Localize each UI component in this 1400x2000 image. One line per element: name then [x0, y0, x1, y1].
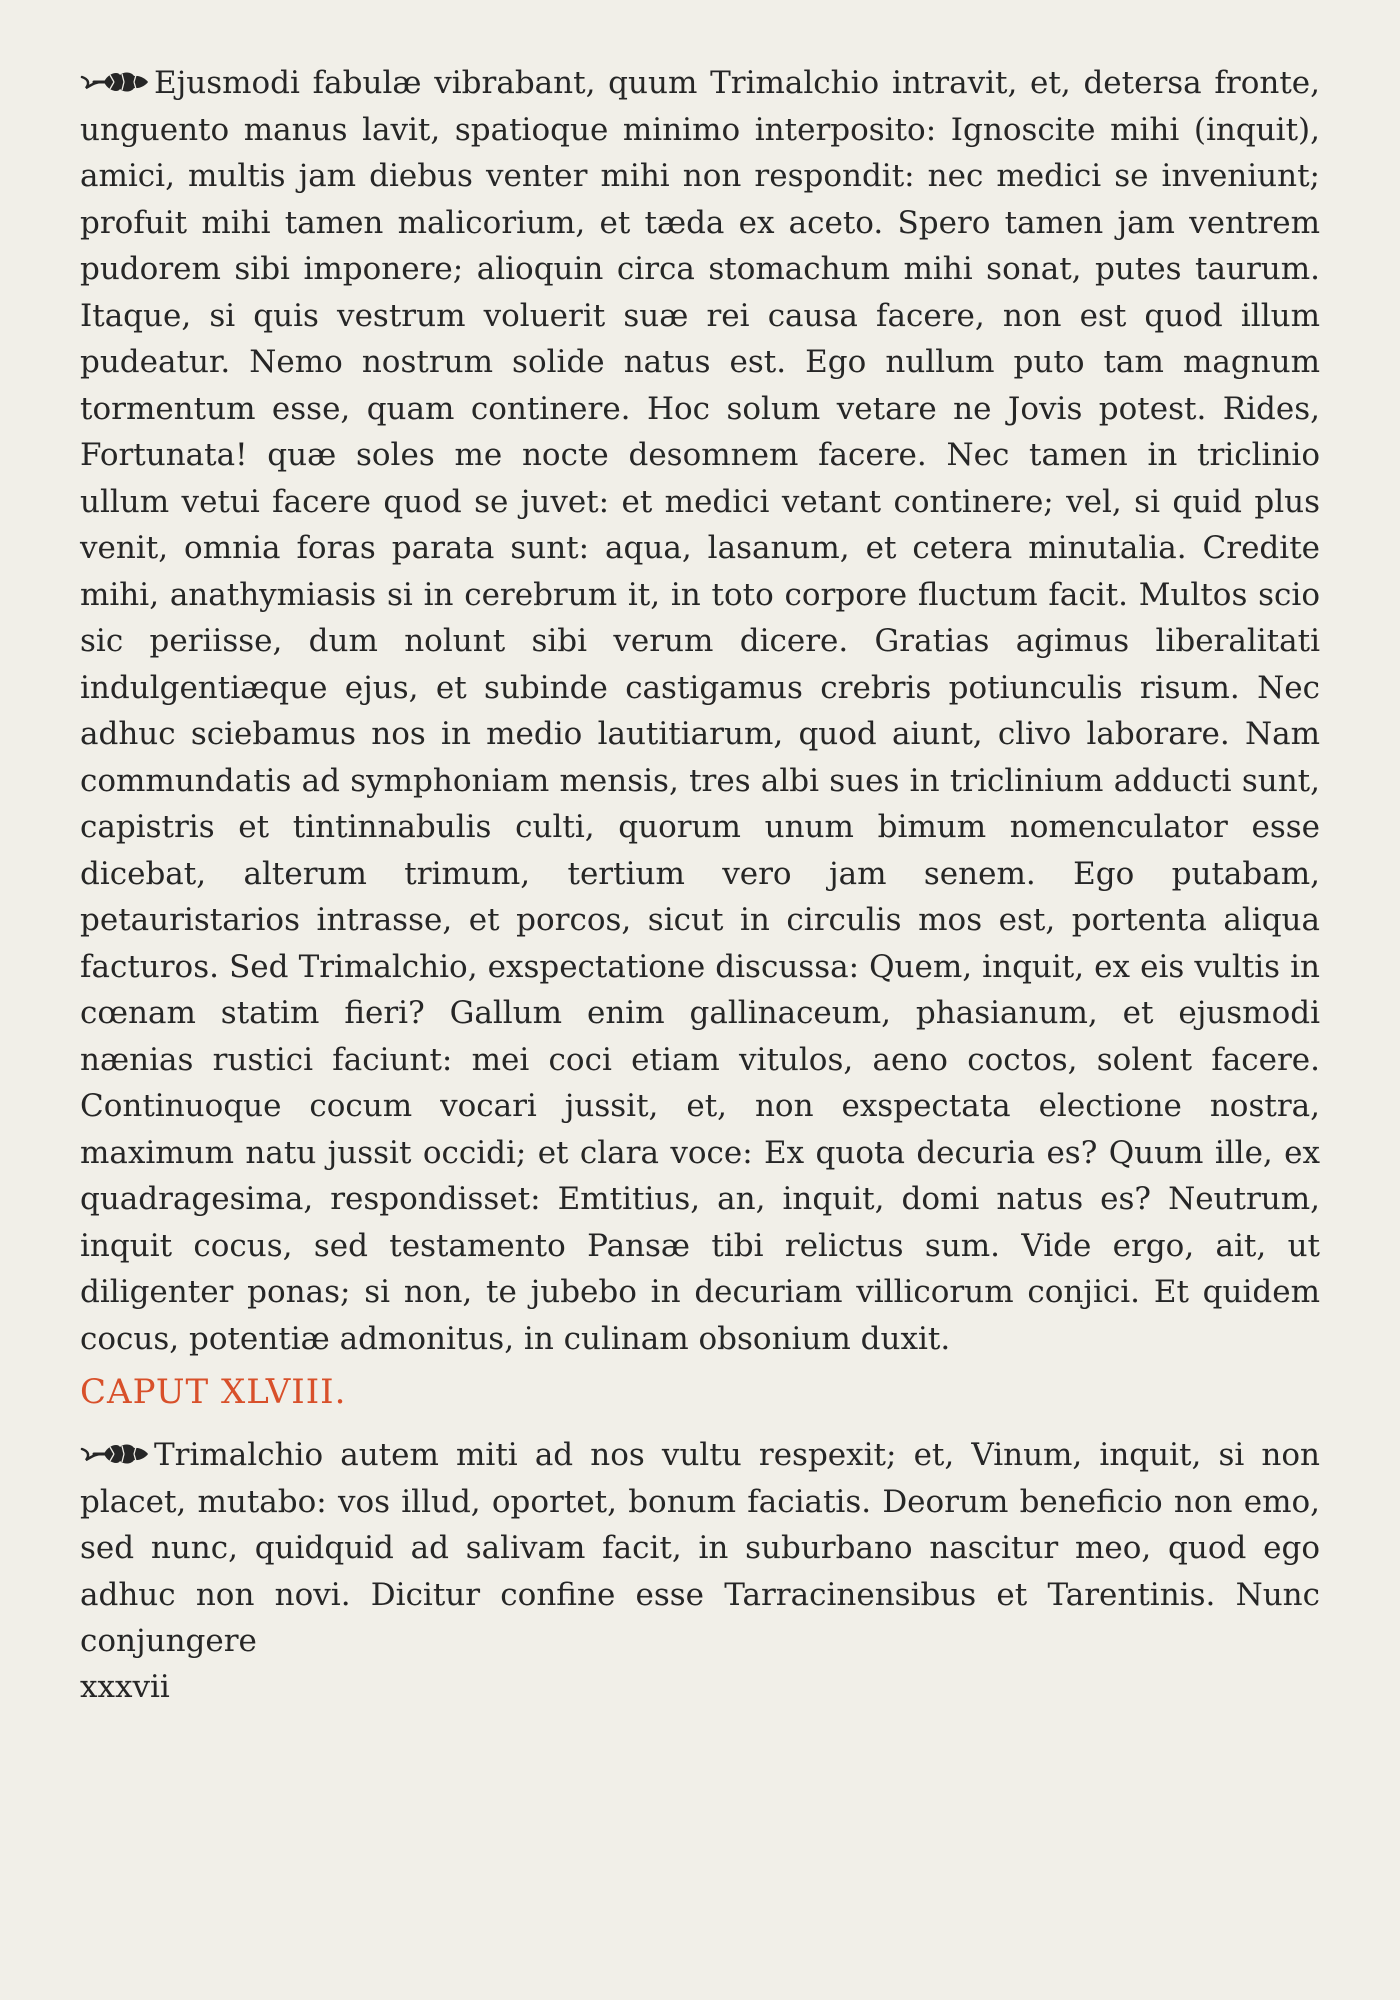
- page-number: xxxvii: [80, 1668, 170, 1705]
- leaf-ornament-icon: [80, 1441, 152, 1467]
- book-page: [80, 60, 1320, 1960]
- chapter-heading: CAPUT XLVIII.: [80, 1372, 347, 1412]
- paragraph-2-text: Trimalchio autem miti ad nos vultu respexit; et, Vinum, inquit, si non placet, mutabo: vos illud, oportet, bonum faciatis. Deorum beneficio non emo, sed nunc, quidquid ad salivam facit, in suburbano nascitur meo, quod ego adhuc non novi. Dicitur confine esse Tarracinensibus et Tarentinis. Nunc conjungere: [80, 1437, 1320, 1659]
- paragraph-2: [80, 1432, 1320, 1665]
- paragraph-1-text: Ejusmodi fabulæ vibrabant, quum Trimalchio intravit, et, detersa fronte, unguento manus lavit, spatioque minimo interposito: Ignoscite mihi (inquit), amici, multis jam diebus venter mihi non respondit: nec medici se inveniunt; profuit mihi tamen malicorium, et tæda ex aceto. Spero tamen jam ventrem pudorem sibi imponere; alioquin circa stomachum mihi sonat, putes taurum. Itaque, si quis vestrum voluerit suæ rei causa facere, non est quod illum pudeatur. Nemo nostrum solide natus est. Ego nullum puto tam magnum tormentum esse, quam continere. Hoc solum vetare ne Jovis potest. Rides, Fortunata! quæ soles me nocte desomnem facere. Nec tamen in triclinio ullum vetui facere quod se juvet: et medici vetant continere; vel, si quid plus venit, omnia foras parata sunt: aqua, lasanum, et cetera minutalia. Credite mihi, anathymiasis si in cerebrum it, in toto corpore fluctum facit. Multos scio sic periisse, dum nolunt sibi verum dicere. Gratias agimus liberalitati indulgentiæque ejus, et subinde castigamus crebris potiunculis risum. Nec adhuc sciebamus nos in medio lautitiarum, quod aiunt, clivo laborare. Nam commundatis ad symphoniam mensis, tres albi sues in triclinium adducti sunt, capistris et tintinnabulis culti, quorum unum bimum nomenculator esse dicebat, alterum trimum, tertium vero jam senem. Ego putabam, petauristarios intrasse, et porcos, sicut in circulis mos est, portenta aliqua facturos. Sed Trimalchio, exspectatione discussa: Quem, inquit, ex eis vultis in cœnam statim fieri? Gallum enim gallinaceum, phasianum, et ejusmodi nænias rustici faciunt: mei coci etiam vitulos, aeno coctos, solent facere. Continuoque cocum vocari jussit, et, non exspectata electione nostra, maximum natu jussit occidi; et clara voce: Ex quota decuria es? Quum ille, ex quadragesima, respondisset: Emtitius, an, inquit, domi natus es? Neutrum, inquit cocus, sed testamento Pansæ tibi relictus sum. Vide ergo, ait, ut diligenter ponas; si non, te jubebo in decuriam villicorum conjici. Et quidem cocus, potentiæ admonitus, in culinam obsonium duxit.: [80, 65, 1320, 1357]
- paragraph-1: [80, 60, 1320, 1362]
- leaf-ornament-icon: [80, 69, 152, 95]
